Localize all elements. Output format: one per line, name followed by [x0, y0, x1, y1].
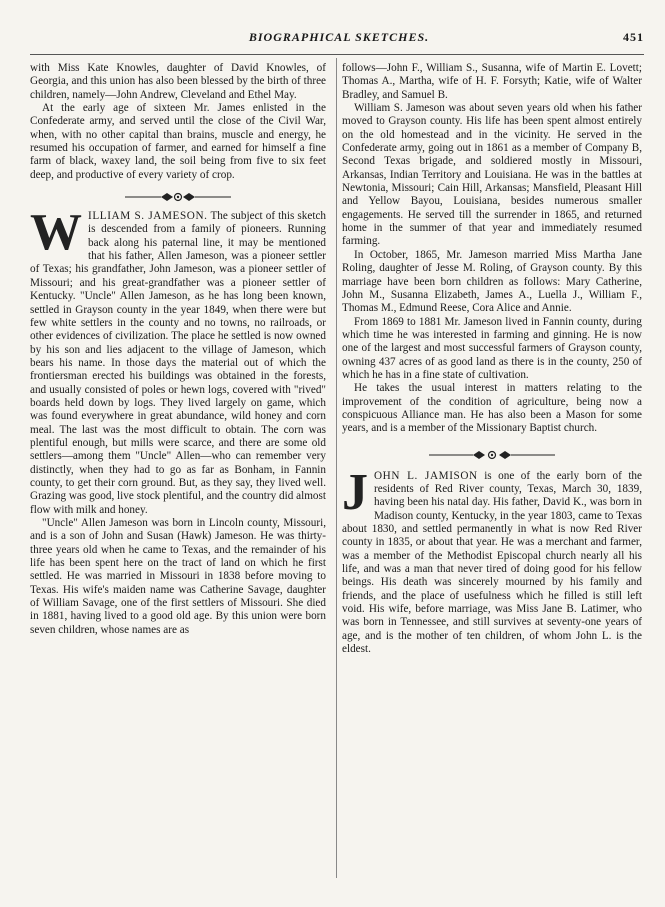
entry-william-jameson — [30, 204, 326, 637]
drop-cap: J — [342, 463, 368, 521]
section-ornament — [30, 192, 326, 202]
paragraph: He takes the usual interest in matters relating to the improvement of the condition of agriculture, being now a conspicuous Alliance man. He has also been a Mason for some years, and is a member of the Missionary Baptist church. — [342, 382, 642, 435]
column-divider — [336, 58, 337, 878]
paragraph: with Miss Kate Knowles, daughter of David Knowles, of Georgia, and this union has also been blessed by the birth of three children, namely—John Andrew, Cleveland and Ethel May. — [30, 62, 326, 101]
paragraph: In October, 1865, Mr. Jameson married Miss Martha Jane Roling, daughter of Jesse M. Roling, of Grayson county. By this marriage have been born children as follows: Mary Catherine, John M., Susanna Elizabeth, James A., Luella J., William F., Thomas M., Edmund Reese, Cora Alice and Annie. — [342, 248, 642, 315]
section-ornament — [342, 450, 642, 460]
paragraph: "Uncle" Allen Jameson was born in Lincoln county, Missouri, and is a son of John and Susan (Hawk) Jameson. He was thirty-three years old when he came to Texas, and the remainder of his life has been spent here on the tract of land on which he first settled. He was married in Missouri in 1838 before moving to Texas. His wife's maiden name was Catherine Savage, daughter of William Savage, one of the first settlers of Missouri. She died in 1881, having lived to a good old age. By this union were born seven children, whose names are as — [30, 517, 326, 636]
page-number: 451 — [623, 30, 644, 44]
entry-text: is one of the early born of the residents of Red River county, Texas, March 30, 1839, having been his natal day. His father, David K., was born in Madison county, Kentucky, in the year 1803, came to Texas about 1830, and settled permanently in what is now Red River county in 1835, or about that year. He was a merchant and farmer, was a member of the Methodist Episcopal church nearly all his life, and was a man that never tired of doing good for his fellow beings. His death was sincerely mourned by his family and friends, and the place of usefulness which he filled is still left void. His wife, before marriage, was Miss Jane B. Latimer, who was born in Tennessee, and still survives at seventy-one years of age, and is the mother of ten children, of whom John L. is the eldest. — [342, 469, 642, 656]
paragraph: From 1869 to 1881 Mr. Jameson lived in Fannin county, during which time he was interested in farming and ginning. He is now one of the largest and most successful farmers of Grayson county, owning 437 acres of as good land as there is in the county, 250 of which he has in a fine state of cultivation. — [342, 315, 642, 381]
running-title: BIOGRAPHICAL SKETCHES. — [248, 30, 430, 44]
right-column — [342, 62, 642, 656]
entry-john-jamison — [342, 463, 642, 657]
paragraph — [342, 463, 642, 657]
drop-cap: W — [30, 204, 82, 262]
running-header — [34, 30, 644, 52]
paragraph: At the early age of sixteen Mr. James enlisted in the Confederate army, and served until the close of the Civil War, when, with no other capital than brains, muscle and energy, he resumed his occupation of farmer, and earned for himself a fine farm of black, waxey land, the soil being from five to six feet deep, and productive of every variety of crop. — [30, 102, 326, 181]
left-column — [30, 62, 326, 637]
entry-text: The subject of this sketch is descended from a family of pioneers. Running back along his paternal line, it may be mentioned that his father, Allen Jameson, was a pioneer settler of Texas; his grandfather, John Jameson, was a pioneer settler of Missouri; and his great-grandfather was a pioneer settler of Kentucky. "Uncle" Allen Jameson, as he has long been known, settled in Grayson county in the year 1849, when there were but few white settlers in the county and no towns, no railroads, or other evidences of civilization. The place he settled is now owned by his son and lies adjacent to the village of Jameson, which bears his name. In those days the material out of which the frontiersman erected his buildings was obtained in the forests, and usually consisted of poles or hewn logs, covered with "rived" boards held down by logs. They lived largely on game, which was found everywhere in great abundance, wild honey and corn meal. The last was the most difficult to obtain. The corn was plentiful enough, but mills were scarce, and there are some old settlers—among them "Uncle" Allen—who can remember very distinctly, when they had to go as far as Bonham, in Fannin county, to get their corn ground. But, as they say, they lived well. Grazing was good, live stock plentiful, and the country did almost flow with milk and honey. — [30, 210, 326, 516]
entry-heading: OHN L. JAMISON — [374, 469, 478, 482]
paragraph: William S. Jameson was about seven years old when his father moved to Grayson county. His life has been spent almost entirely on the old homestead and in the vicinity. He served in the Confederate army, going out in 1861 as a member of Company B, Second Texas brigade, and soldiered mostly in Missouri, Arkansas, Indian Territory and Louisiana. He was in the battles at Newtonia, Missouri; Cain Hill, Arkansas; Mansfield, Pleasant Hill and Yellow Bayou, Louisiana, besides numerous smaller engagements. He served till the surrender in 1865, and returned home in the summer of that year and immediately resumed farming. — [342, 102, 642, 248]
entry-heading: ILLIAM S. JAMESON. — [88, 210, 208, 223]
header-rule — [30, 54, 644, 55]
paragraph: follows—John F., William S., Susanna, wife of Martin E. Lovett; Thomas A., Martha, wife of H. F. Forsyth; Katie, wife of Walter Bradley, and Samuel B. — [342, 62, 642, 101]
